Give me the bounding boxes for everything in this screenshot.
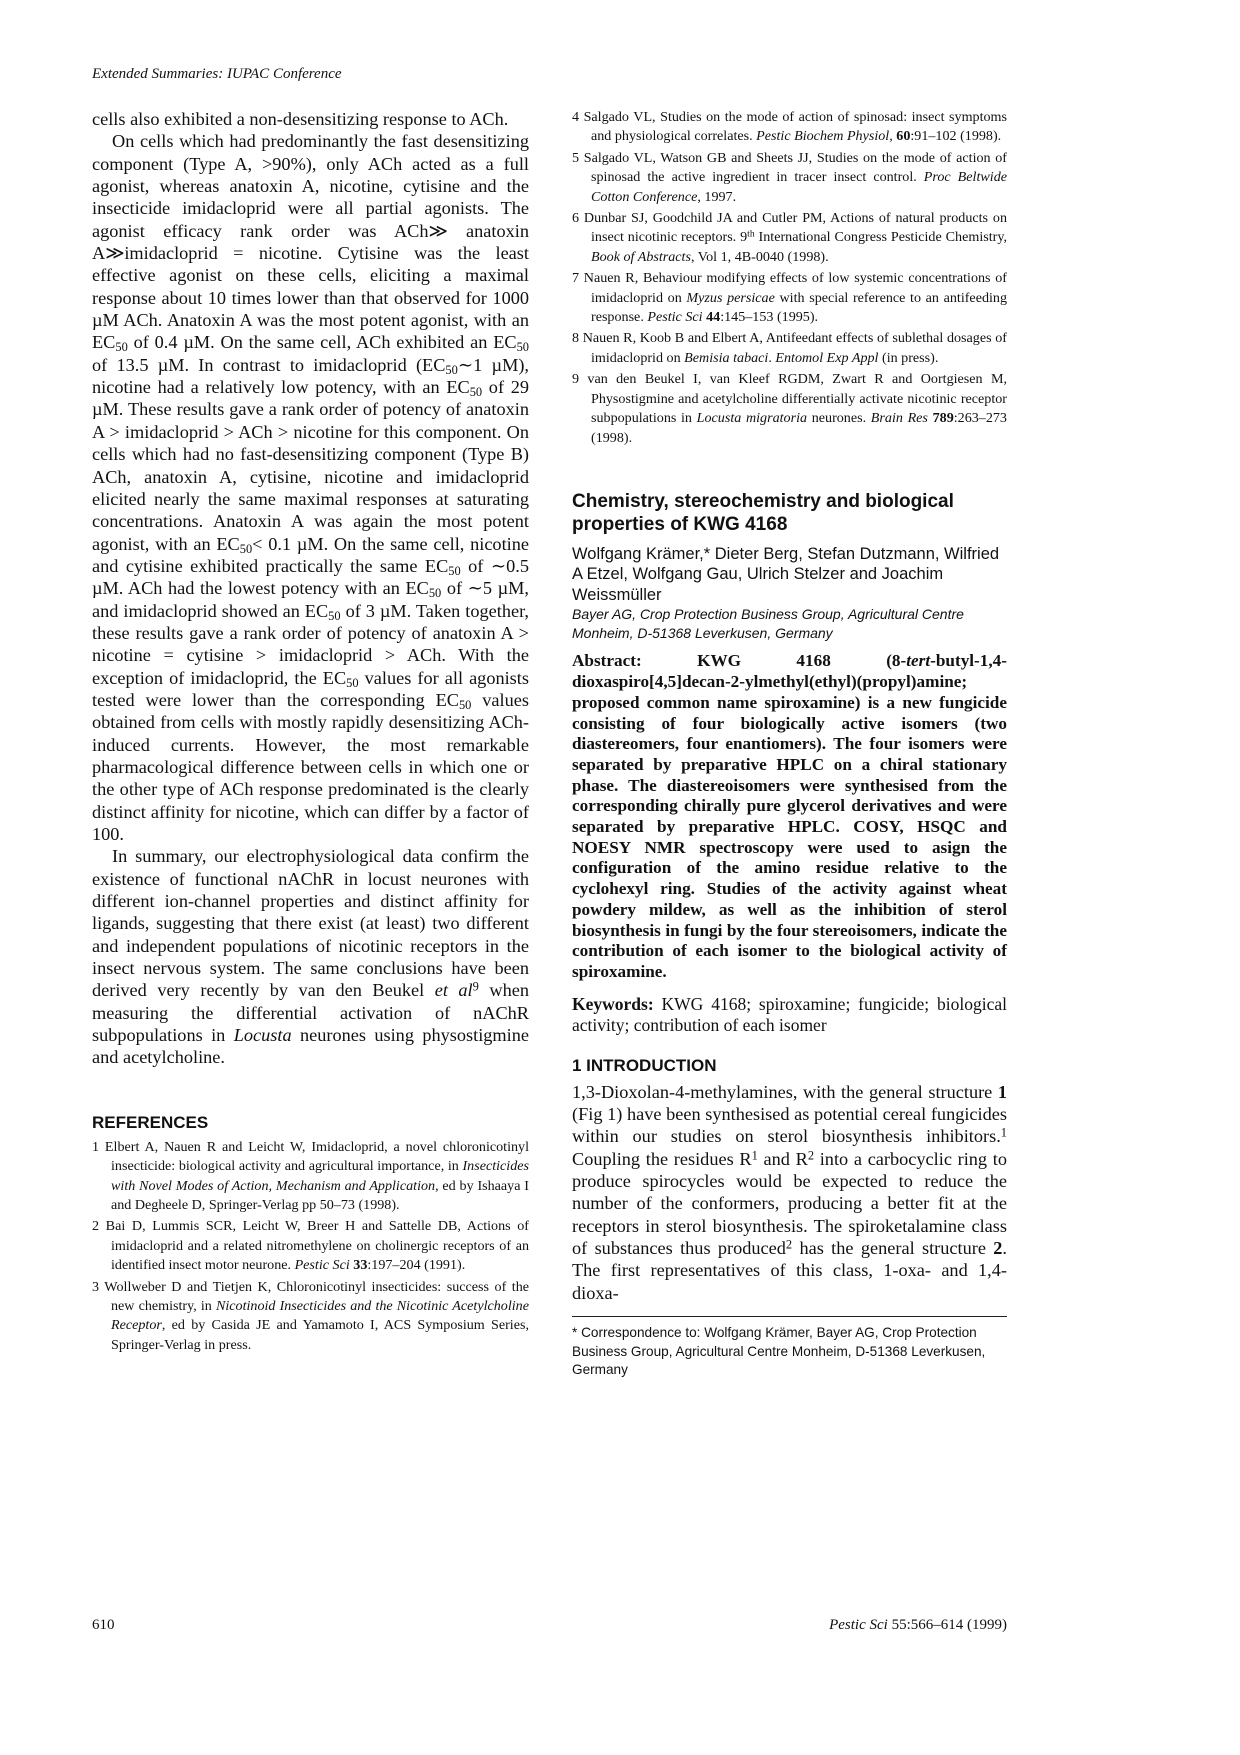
article-authors: Wolfgang Krämer,* Dieter Berg, Stefan Dutzmann, Wilfried A Etzel, Wolfgang Gau, Ulrich Stelzer and Joachim Weissmüller <box>572 544 1000 604</box>
body-paragraph: In summary, our electrophysiological data confirm the existence of functional nAChR in locust neurones with different ion-channel properties and distinct affinity for ligands, suggesting that there exist (at least) two different and independent populations of nicotinic receptors in the insect nervous system. The same conclusions have been derived very recently by van den Beukel et $al^9$ when measuring the differential activation of nAChR subpopulations in Locusta neurones using physostigmine and acetylcholine. <box>92 846 529 1068</box>
references-list-continued <box>572 108 1007 448</box>
article-affiliation: Bayer AG, Crop Protection Business Group, Agricultural Centre Monheim, D-51368 Leverkusen, Germany <box>572 606 964 641</box>
body-paragraph: cells also exhibited a non-desensitizing response to ACh. <box>92 109 509 129</box>
references-heading: REFERENCES <box>92 1112 209 1132</box>
journal-citation <box>829 1617 1007 1634</box>
reference-item: 7 Nauen R, Behaviour modifying effects of low systemic concentrations of imidacloprid on Myzus persicae with special reference to an antifeeding response. Pestic Sci 44:145–153 (1995). <box>572 270 1008 326</box>
article-abstract: Abstract: KWG 4168 (8-tert-butyl-1,4-dioxaspiro[4,5]decan-2-ylmethyl(ethyl)(propyl)amine; proposed common name spiroxamine) is a new fungicide consisting of four biologically active isomers (two diastereomers, four enantiomers). The four isomers were separated by preparative HPLC on a chiral stationary phase. The diastereoisomers were synthesised from the corresponding chirally pure glycerol derivatives and were separated by preparative HPLC. COSY, HSQC and NOESY NMR spectroscopy were used to asign the configuration of the amino residue relative to the cyclohexyl ring. Studies of the activity against wheat powdery mildew, as well as the inhibition of sterol biosynthesis in fungi by the four stereoisomers, indicate the contribution of each isomer to the biological activity of spiroxamine. <box>572 651 1007 981</box>
running-header: Extended Summaries: IUPAC Conference <box>92 66 342 82</box>
correspondence-footnote: * Correspondence to: Wolfgang Krämer, Bayer AG, Crop Protection Business Group, Agricultural Centre Monheim, D-51368 Leverkusen, Germany <box>572 1325 986 1378</box>
journal-name: Pestic Sci <box>829 1617 888 1633</box>
right-column <box>572 108 1007 1380</box>
left-column <box>92 108 529 1357</box>
reference-item: 4 Salgado VL, Studies on the mode of action of spinosad: insect symptoms and physiological correlates. Pestic Biochem Physiol, 60:91–102 (1998). <box>572 109 1007 145</box>
body-paragraph: On cells which had predominantly the fast desensitizing component (Type A, >90%), only ACh acted as a full agonist, whereas anatoxin A, nicotine, cytisine and the insecticide imidacloprid were all partial agonists. The agonist efficacy rank order was ACh≫ anatoxin A≫imidacloprid = nicotine. Cytisine was the least effective agonist on these cells, eliciting a maximal response about 10 times lower than that observed for 1000 µM ACh. Anatoxin A was the most potent agonist, with an $EC_{50}$ of 0.4 µM. On the same cell, ACh exhibited an $EC_{50}$ of 13.5 µM. In contrast to imidacloprid ($EC_{50}\sim 1$ µM), nicotine had a relatively low potency, with an $EC_{50}$ of 29 µM. These results gave a rank order of potency of anatoxin A > imidacloprid > ACh > nicotine for this component. On cells which had no fast-desensitizing component (Type B) ACh, anatoxin A, cytisine, nicotine and imidacloprid elicited nearly the same maximal responses at saturating concentrations. Anatoxin A was again the most potent agonist, with an $EC_{50}< 0.1$ µM. On the same cell, nicotine and cytisine exhibited practically the same $EC_{50}$ of ∼0.5 µM. ACh had the lowest potency with an $EC_{50}$ of ∼5 µM, and imidacloprid showed an $EC_{50}$ of 3 µM. Taken together, these results gave a rank order of potency of anatoxin A > nicotine = cytisine > imidacloprid > ACh. With the exception of imidacloprid, the $EC_{50}$ values for all agonists tested were lower than the corresponding $EC_{50}$ values obtained from cells with mostly rapidly desensitizing ACh-induced currents. However, the most remarkable pharmacological difference between cells in which one or the other type of ACh response predominated is the clearly distinct affinity for nicotine, which can differ by a factor of 100. <box>92 131 530 844</box>
introduction-text: 1,3-Dioxolan-4-methylamines, with the general structure 1 (Fig 1) have been synthesised as potential cereal fungicides within our studies on sterol biosynthesis inhibitors.$^1$ Coupling the residues $R^1$ and $R^2$ into a carbocyclic ring to produce spirocycles would be expected to reduce the number of the conformers, producing a better fit at the receptors in sterol biosynthesis. The spiroketalamine class of substances thus produced$^2$ has the general structure 2. The first representatives of this class, 1-oxa- and 1,4-dioxa- <box>572 1081 1007 1303</box>
reference-item: 8 Nauen R, Koob B and Elbert A, Antifeedant effects of sublethal dosages of imidacloprid on Bemisia tabaci. Entomol Exp Appl (in press). <box>572 330 1007 366</box>
reference-item: 9 van den Beukel I, van Kleef RGDM, Zwart R and Oortgiesen M, Physostigmine and acetylcholine differentially activate nicotinic receptor subpopulations in Locusta migratoria neurones. Brain Res 789:263–273 (1998). <box>572 371 1007 446</box>
reference-item: 3 Wollweber D and Tietjen K, Chloronicotinyl insecticides: success of the new chemistry, in Nicotinoid Insecticides and the Nicotinic Acetylcholine Receptor, ed by Casida JE and Yamamoto I, ACS Symposium Series, Springer-Verlag in press. <box>92 1278 529 1353</box>
page-number: 610 <box>92 1617 115 1633</box>
body-text <box>92 108 529 1069</box>
introduction-heading: 1 INTRODUCTION <box>572 1055 717 1075</box>
article-keywords: Keywords: KWG 4168; spiroxamine; fungicide; biological activity; contribution of each isomer <box>572 993 1007 1036</box>
footnote-rule <box>572 1316 1007 1317</box>
references-list <box>92 1138 529 1355</box>
reference-item: 5 Salgado VL, Watson GB and Sheets JJ, Studies on the mode of action of spinosad the active ingredient in tracer insect control. Proc Beltwide Cotton Conference, 1997. <box>572 149 1007 205</box>
journal-volume-pages: 55:566–614 (1999) <box>887 1617 1007 1633</box>
article-title: Chemistry, stereochemistry and biological properties of KWG 4168 <box>572 490 954 535</box>
reference-item: 1 Elbert A, Nauen R and Leicht W, Imidacloprid, a novel chloronicotinyl insecticide: biological activity and agricultural importance, in Insecticides with Novel Modes of Action, Mechanism and Application, ed by Ishaaya I and Degheele D, Springer-Verlag pp 50–73 (1998). <box>92 1138 529 1213</box>
reference-item: 2 Bai D, Lummis SCR, Leicht W, Breer H and Sattelle DB, Actions of imidacloprid and a related nitromethylene on cholinergic receptors of an identified insect motor neurone. Pestic Sci 33:197–204 (1991). <box>92 1218 529 1274</box>
reference-item: 6 Dunbar SJ, Goodchild JA and Cutler PM, Actions of natural products on insect nicotinic receptors. 9th International Congress Pesticide Chemistry, Book of Abstracts, Vol 1, 4B-0040 (1998). <box>572 210 1007 265</box>
